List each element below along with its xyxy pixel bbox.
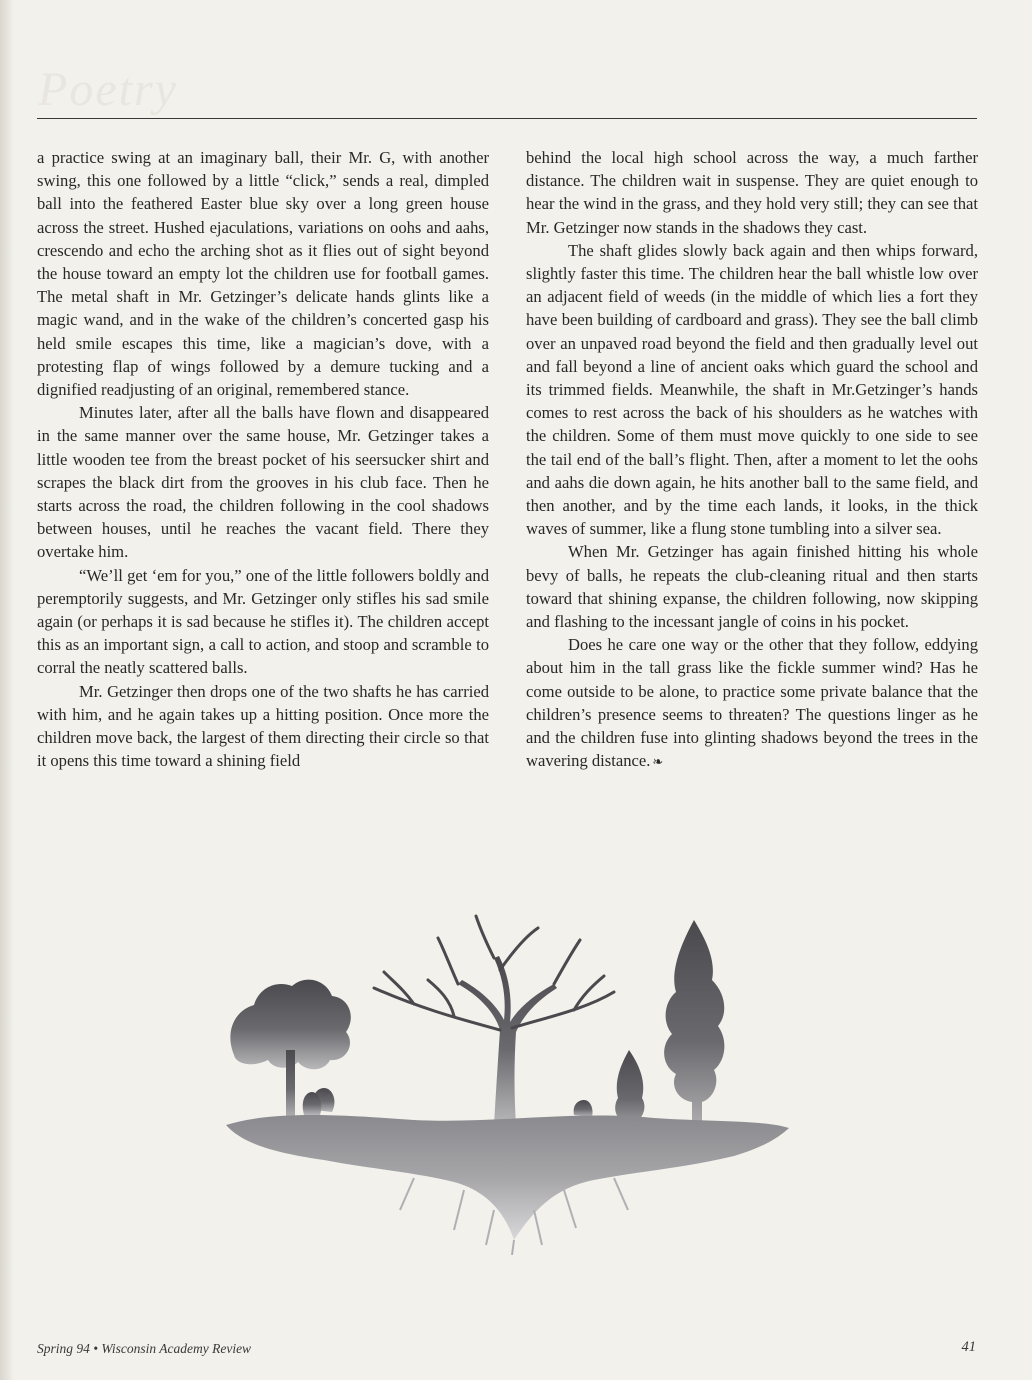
footer-issue: Spring 94 • Wisconsin Academy Review — [37, 1341, 252, 1356]
right-column — [526, 146, 978, 773]
paragraph-text: Does he care one way or the other that they follow, eddying about him in the tall grass like the fickle summer wind? Has he come outside to be alone, to practice some private balance that the children’s presence seems to threaten? The questions linger as he and the children fuse into glinting shadows beyond the trees in the wavering distance. — [526, 635, 978, 771]
page-edge-shadow — [0, 0, 14, 1380]
paragraph: The shaft glides slowly back again and then whips forward, slightly faster this time. The children hear the ball whistle low over an adjacent field of weeds (in the middle of which lies a fort they have been building of cardboard and grass). They see the ball climb over an unpaved road beyond the field and then gradually level out and fall beyond a line of ancient oaks which guard the school and its trimmed fields. Meanwhile, the shaft in Mr.Getzinger’s hands comes to rest across the back of his shoulders as he watches with the children. Some of them must move quickly to one side to see the tail end of the ball’s flight. Then, after a moment to let the oohs and aahs die down again, he hits another ball to the same field, and then another, and by the time each lands, it looks, in the thick waves of summer, like a flung stone tumbling into a silver sea. — [526, 240, 978, 539]
paragraph: Mr. Getzinger then drops one of the two shafts he has carried with him, and he again takes up a hitting position. Once more the children move back, the largest of them directing their circle so that it opens this time toward a shining field — [37, 681, 489, 771]
paragraph: a practice swing at an imaginary ball, their Mr. G, with another swing, this one followed by a little “click,” sends a real, dimpled ball into the feathered Easter blue sky over a long green house across the street. Hushed ejaculations, variations on oohs and aahs, crescendo and echo the arching shot as it flies out of sight beyond the house toward an empty lot the children use for football games. The metal shaft in Mr. Getzinger’s delicate hands glints like a magic wand, and in the wake of the children’s concerted gasp his held smile escapes this time, like a magician’s dove, with a protesting flap of wings followed by a demure tucking and a dignified readjusting of an original, remembered stance. — [37, 148, 489, 400]
tree-silhouette-island-illustration — [214, 910, 804, 1255]
paragraph-last — [526, 633, 978, 773]
left-column — [37, 146, 489, 772]
page-number: 41 — [961, 1339, 976, 1355]
header-rule — [37, 118, 977, 119]
paragraph: Minutes later, after all the balls have flown and disappeared in the same manner over the same house, Mr. Getzinger takes a little wooden tee from the breast pocket of his seersucker shirt and scrapes the black dirt from the grooves in his club face. Then he starts across the road, the children following in the cool shadows between houses, until he reaches the vacant field. There they overtake him. — [37, 403, 489, 562]
section-ghost-heading: Poetry — [38, 63, 178, 116]
paragraph: When Mr. Getzinger has again finished hitting his whole bevy of balls, he repeats the club-cleaning ritual and then starts toward that shining expanse, the children following, now skipping and flashing to the incessant jangle of coins in his pocket. — [526, 542, 978, 632]
paragraph: “We’ll get ‘em for you,” one of the little followers boldly and peremptorily suggests, and Mr. Getzinger only stifles his sad smile again (or perhaps it is sad because he stifles it). The children accept this as an important sign, a call to action, and stoop and scramble to corral the neatly scattered balls. — [37, 565, 489, 678]
end-ornament-icon: ❧ — [652, 754, 664, 770]
paragraph: behind the local high school across the way, a much farther distance. The children wait in suspense. They are quiet enough to hear the wind in the grass, and they hold very still; they can see that Mr. Getzinger now stands in the shadows they cast. — [526, 148, 978, 237]
